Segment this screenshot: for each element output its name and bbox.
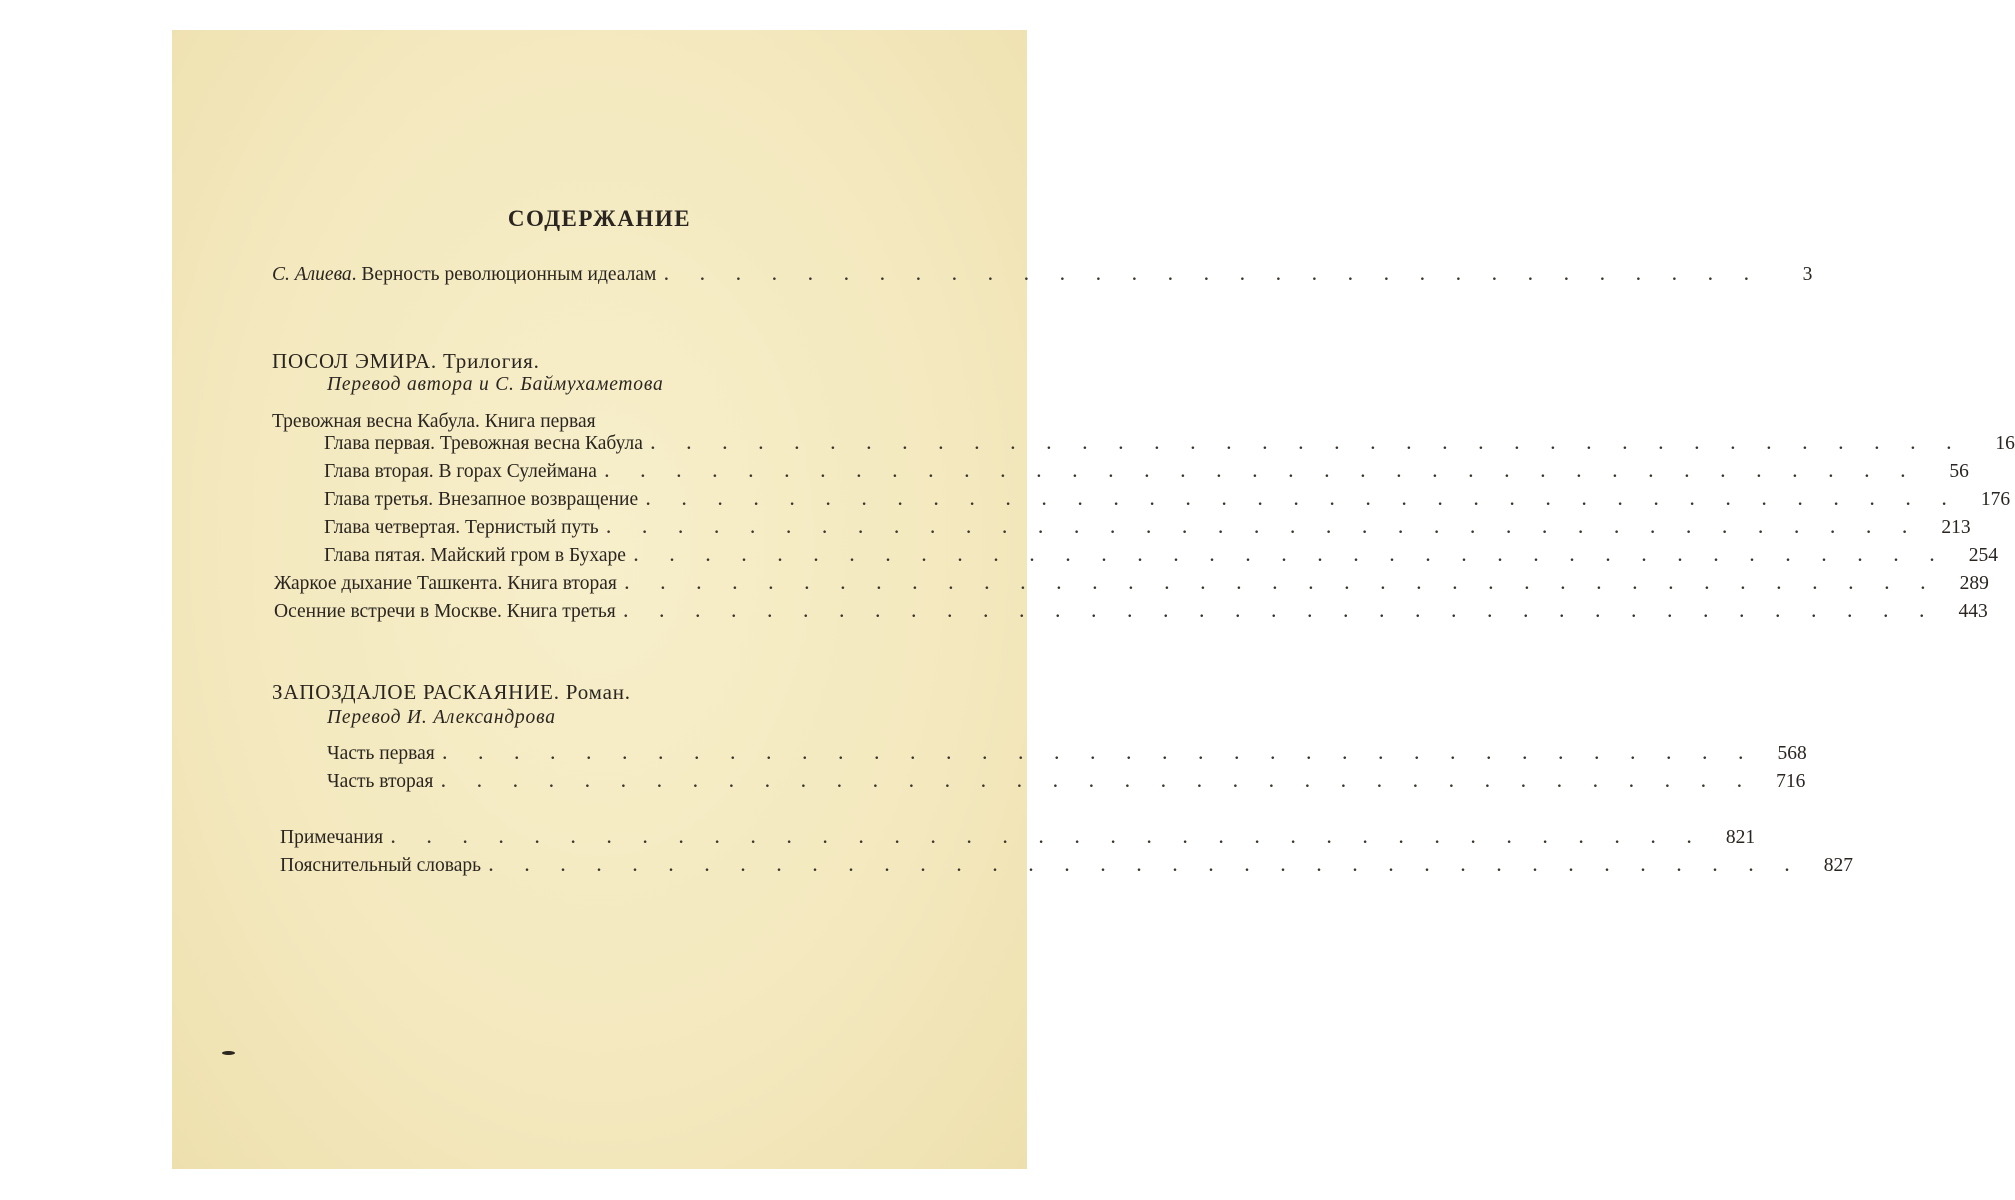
part2-translator: Перевод И. Александрова — [327, 707, 556, 728]
page-number: 213 — [1941, 517, 1971, 538]
toc-entry-chapter — [324, 433, 2015, 455]
table-of-contents — [172, 30, 2015, 1169]
preface-title: Верность революционным идеалам — [361, 264, 657, 285]
entry-label: Глава четвертая. Тернистый путь — [324, 517, 599, 538]
toc-entry-chapter — [324, 545, 1998, 567]
page-number: 56 — [1949, 461, 1969, 482]
entry-label: Глава пятая. Майский гром в Бухаре — [324, 545, 626, 566]
page-number: 289 — [1959, 573, 1989, 594]
book1-title: Тревожная весна Кабула. Книга первая — [272, 411, 596, 432]
toc-entry-preface: С. Алиева. Верность революционным идеалам . . . . . . . . . . . . . . . . . . . . . . . . . . . . . . . 3 — [272, 264, 1813, 285]
toc-entry-chapter — [324, 461, 1969, 483]
toc-entry-part — [327, 771, 1806, 793]
dot-leader: . . . . . . . . . . . . . . . . . . . . . . . . . . . . . . . . . . . . . — [489, 858, 1803, 875]
entry-label: Глава вторая. В горах Сулеймана — [324, 461, 597, 482]
page-number: 568 — [1777, 743, 1807, 764]
part1-heading: ПОСОЛ ЭМИРА. Трилогия. — [272, 349, 540, 373]
dot-leader: . . . . . . . . . . . . . . . . . . . . . . . . . . . . . . . . . . . . . — [604, 464, 1919, 481]
part2-heading: ЗАПОЗДАЛОЕ РАСКАЯНИЕ. Роман. — [272, 680, 631, 704]
page-number: 716 — [1776, 771, 1806, 792]
preface-author: С. Алиева — [272, 264, 352, 285]
part1-translator: Перевод автора и С. Баймухаметова — [327, 374, 664, 395]
entry-label: Часть первая — [327, 743, 435, 764]
entry-label: Глава третья. Внезапное возвращение — [324, 489, 639, 510]
entry-label: Пояснительный словарь — [280, 855, 481, 876]
entry-label: Примечания — [280, 827, 384, 848]
toc-entry-part — [327, 743, 1807, 765]
dot-leader: . . . . . . . . . . . . . . . . . . . . . . . . . . . . . . . . . . . . . — [633, 548, 1948, 565]
dot-leader: . . . . . . . . . . . . . . . . . . . . . . . . . . . . . . . . . . . . . — [606, 520, 1921, 537]
toc-entry-appendix — [280, 827, 1756, 849]
page-number: 3 — [1802, 264, 1813, 285]
toc-title: СОДЕРЖАНИЕ — [507, 206, 692, 231]
page-number: 443 — [1958, 601, 1988, 622]
dot-leader: . . . . . . . . . . . . . . . . . . . . . . . . . . . . . . . . . . . . . — [391, 830, 1706, 847]
page-number: 821 — [1725, 827, 1756, 848]
dot-leader: . . . . . . . . . . . . . . . . . . . . . . . . . . . . . . . — [664, 267, 1763, 284]
dot-leader: . . . . . . . . . . . . . . . . . . . . . . . . . . . . . . . . . . . . . — [650, 436, 1965, 453]
page-number: 827 — [1823, 855, 1853, 876]
toc-entry-chapter — [324, 517, 1971, 539]
dot-leader: . . . . . . . . . . . . . . . . . . . . . . . . . . . . . . . . . . . . . — [623, 604, 1938, 621]
page-number: 16 — [1995, 433, 2015, 454]
toc-entry-book — [274, 601, 1988, 623]
toc-entry-book — [274, 573, 1989, 595]
book-page — [172, 30, 2015, 1169]
entry-label: Часть вторая — [327, 771, 434, 792]
page-number: 254 — [1968, 545, 1998, 566]
entry-label: Жаркое дыхание Ташкента. Книга вторая — [274, 573, 617, 594]
ink-speck — [222, 1051, 235, 1055]
toc-entry-chapter — [324, 489, 2011, 511]
entry-label: Глава первая. Тревожная весна Кабула — [324, 433, 643, 454]
dot-leader: . . . . . . . . . . . . . . . . . . . . . . . . . . . . . . . . . . . . . — [646, 492, 1961, 509]
dot-leader: . . . . . . . . . . . . . . . . . . . . . . . . . . . . . . . . . . . . . — [624, 576, 1939, 593]
dot-leader: . . . . . . . . . . . . . . . . . . . . . . . . . . . . . . . . . . . . . — [441, 774, 1756, 791]
entry-label: Осенние встречи в Москве. Книга третья — [274, 601, 616, 622]
page-number: 176 — [1980, 489, 2011, 510]
toc-entry-appendix — [280, 855, 1853, 877]
dot-leader: . . . . . . . . . . . . . . . . . . . . . . . . . . . . . . . . . . . . . — [442, 746, 1757, 763]
